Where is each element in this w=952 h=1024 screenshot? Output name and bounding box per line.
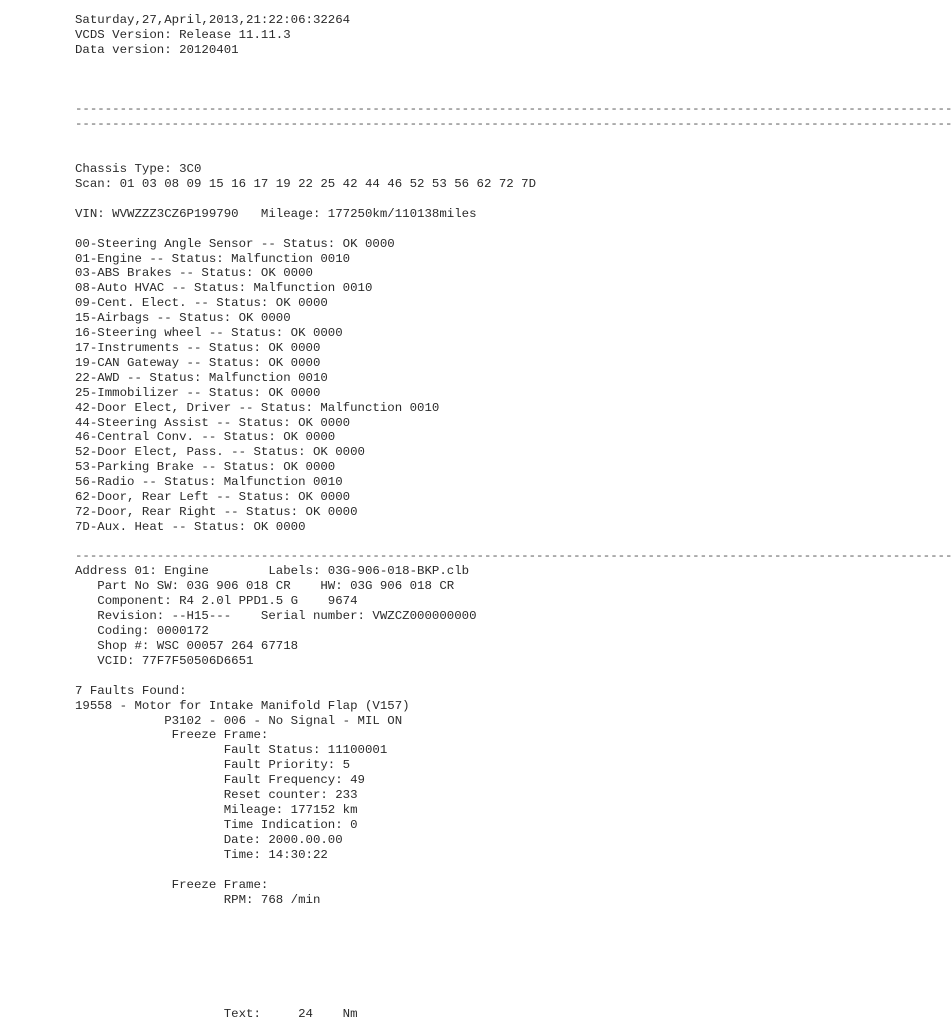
shop-number: Shop #: WSC 00057 264 67718 bbox=[75, 639, 299, 653]
vcid: VCID: 77F7F50506D6651 bbox=[75, 654, 254, 668]
module-status-item: 00-Steering Angle Sensor -- Status: OK 0000 bbox=[75, 237, 395, 251]
module-status-item: 42-Door Elect, Driver -- Status: Malfunction 0010 bbox=[75, 401, 440, 415]
rpm-value: RPM: 768 /min bbox=[75, 893, 321, 907]
text-value: Text: 24 Nm bbox=[75, 1007, 358, 1021]
module-status-item: 08-Auto HVAC -- Status: Malfunction 0010 bbox=[75, 281, 373, 295]
part-number: Part No SW: 03G 906 018 CR HW: 03G 906 018 CR bbox=[75, 579, 455, 593]
module-status-item: 46-Central Conv. -- Status: OK 0000 bbox=[75, 430, 336, 444]
module-status-item: 7D-Aux. Heat -- Status: OK 0000 bbox=[75, 520, 306, 534]
freeze-frame-label: Freeze Frame: bbox=[75, 878, 269, 892]
module-status-item: 62-Door, Rear Left -- Status: OK 0000 bbox=[75, 490, 351, 504]
fault-title: 19558 - Motor for Intake Manifold Flap (V157) bbox=[75, 699, 410, 713]
fault-detail: Time: 14:30:22 bbox=[75, 848, 328, 862]
vin-mileage: VIN: WVWZZZ3CZ6P199790 Mileage: 177250km/110138miles bbox=[75, 207, 477, 221]
module-status-item: 09-Cent. Elect. -- Status: OK 0000 bbox=[75, 296, 328, 310]
separator-line: ---------------------------------------------------------------------------------------------------------------------- bbox=[75, 102, 952, 116]
timestamp: Saturday,27,April,2013,21:22:06:32264 bbox=[75, 13, 351, 27]
fault-detail: Fault Status: 11100001 bbox=[75, 743, 388, 757]
vcds-version: VCDS Version: Release 11.11.3 bbox=[75, 28, 291, 42]
module-status-item: 15-Airbags -- Status: OK 0000 bbox=[75, 311, 291, 325]
fault-detail: Reset counter: 233 bbox=[75, 788, 358, 802]
separator-line: ---------------------------------------------------------------------------------------------------------------------- bbox=[75, 549, 952, 563]
faults-count: 7 Faults Found: bbox=[75, 684, 187, 698]
module-status-item: 03-ABS Brakes -- Status: OK 0000 bbox=[75, 266, 313, 280]
fault-detail: Date: 2000.00.00 bbox=[75, 833, 343, 847]
fault-detail: Time Indication: 0 bbox=[75, 818, 358, 832]
fault-detail: Mileage: 177152 km bbox=[75, 803, 358, 817]
component: Component: R4 2.0l PPD1.5 G 9674 bbox=[75, 594, 358, 608]
module-status-item: 01-Engine -- Status: Malfunction 0010 bbox=[75, 252, 351, 266]
module-status-item: 17-Instruments -- Status: OK 0000 bbox=[75, 341, 321, 355]
fault-code: P3102 - 006 - No Signal - MIL ON bbox=[75, 714, 403, 728]
module-status-item: 52-Door Elect, Pass. -- Status: OK 0000 bbox=[75, 445, 365, 459]
module-status-item: 16-Steering wheel -- Status: OK 0000 bbox=[75, 326, 343, 340]
module-status-item: 53-Parking Brake -- Status: OK 0000 bbox=[75, 460, 336, 474]
address-title: Address 01: Engine Labels: 03G-906-018-BKP.clb bbox=[75, 564, 470, 578]
chassis-type: Chassis Type: 3C0 bbox=[75, 162, 202, 176]
revision: Revision: --H15--- Serial number: VWZCZ000000000 bbox=[75, 609, 477, 623]
scan-list: Scan: 01 03 08 09 15 16 17 19 22 25 42 44 46 52 53 56 62 72 7D bbox=[75, 177, 537, 191]
module-status-item: 19-CAN Gateway -- Status: OK 0000 bbox=[75, 356, 321, 370]
separator-line: ---------------------------------------------------------------------------------------------------------------------- bbox=[75, 117, 952, 131]
module-status-item: 56-Radio -- Status: Malfunction 0010 bbox=[75, 475, 343, 489]
data-version: Data version: 20120401 bbox=[75, 43, 239, 57]
freeze-frame-label: Freeze Frame: bbox=[75, 728, 269, 742]
module-status-item: 22-AWD -- Status: Malfunction 0010 bbox=[75, 371, 328, 385]
fault-detail: Fault Frequency: 49 bbox=[75, 773, 365, 787]
coding: Coding: 0000172 bbox=[75, 624, 209, 638]
module-status-item: 25-Immobilizer -- Status: OK 0000 bbox=[75, 386, 321, 400]
module-status-item: 72-Door, Rear Right -- Status: OK 0000 bbox=[75, 505, 358, 519]
module-status-item: 44-Steering Assist -- Status: OK 0000 bbox=[75, 416, 351, 430]
fault-detail: Fault Priority: 5 bbox=[75, 758, 351, 772]
